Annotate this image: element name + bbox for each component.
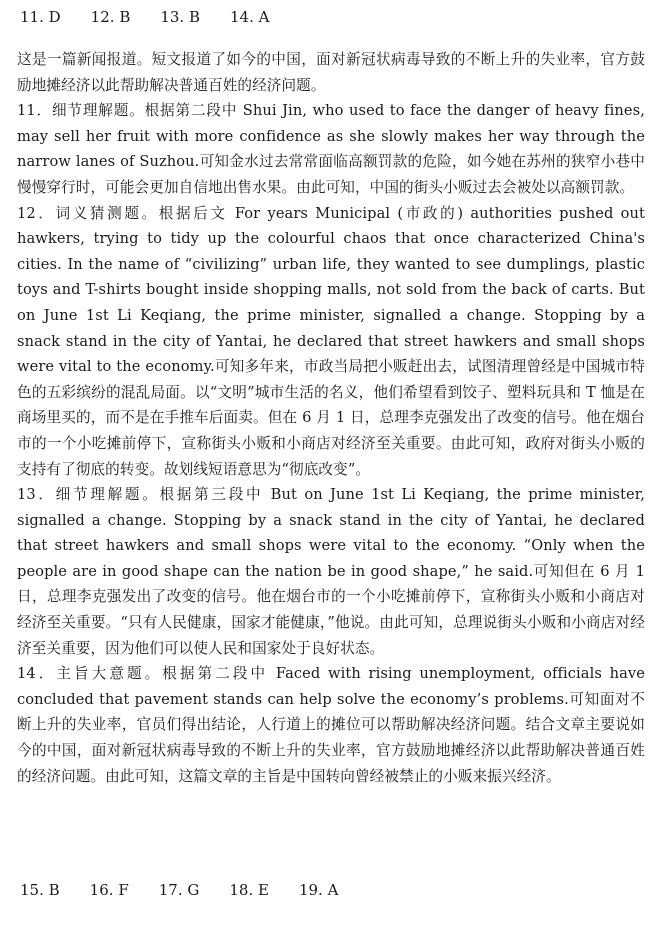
explanation-q14: 14．主旨大意题。根据第二段中 Faced with rising unemployment, officials have concluded that pavement stands can help solve the economy’s problems.可知面对不断上升的失业率，官员们得出结论，人行道上的摊位可以帮助解决经济问题。结合文章主要说如今的中国，面对新冠状病毒导致的不断上升的失业率，官方鼓励地摊经济以此帮助解决普通百姓的经济问题。由此可知，这篇文章的主旨是中国转向曾经被禁止的小贩来振兴经济。 [17,665,645,785]
answer-item: 16. F [89,881,129,899]
answer-item: 17. G [158,881,200,899]
answer-item: 13. B [160,8,201,26]
explanation-q11: 11．细节理解题。根据第二段中 Shui Jin, who used to face the danger of heavy fines, may sell her fruit with more confidence as she slowly makes her way through the narrow lanes of Suzhou.可知金水过去常常面临高额罚款的危险，如今她在苏州的狭窄小巷中慢慢穿行时，可能会更加自信地出售水果。由此可知，中国的街头小贩过去会被处以高额罚款。 [17,102,645,196]
explanation-body [17,47,645,789]
summary-paragraph: 这是一篇新闻报道。短文报道了如今的中国，面对新冠状病毒导致的不断上升的失业率，官方鼓励地摊经济以此帮助解决普通百姓的经济问题。 [17,51,645,94]
answer-item: 19. A [298,881,339,899]
explanation-q13: 13．细节理解题。根据第三段中 But on June 1st Li Keqiang, the prime minister, signalled a change. Stopping by a snack stand in the city of Yantai, he declared that street hawkers and small shops were vital to the economy. “Only when the people are in good shape can the nation be in good shape,” he said.可知但在 6 月 1 日，总理李克强发出了改变的信号。他在烟台市的一个小吃摊前停下，宣称街头小贩和小商店对经济至关重要。“只有人民健康，国家才能健康，”他说。由此可知，总理说街头小贩和小商店对经济至关重要，因为他们可以使人民和国家处于良好状态。 [17,486,645,657]
answer-item: 14. A [230,8,270,26]
answer-key-bottom [20,879,368,901]
explanation-q12: 12．词义猜测题。根据后文 For years Municipal (市政的) authorities pushed out hawkers, trying to tidy up the colourful chaos that once characterized China's cities. In the name of “civilizing” urban life, they wanted to see dumplings, plastic toys and T-shirts bought inside shopping malls, not sold from the back of carts. But on June 1st Li Keqiang, the prime minister, signalled a change. Stopping by a snack stand in the city of Yantai, he declared that street hawkers and small shops were vital to the economy.可知多年来，市政当局把小贩赶出去，试图清理曾经是中国城市特色的五彩缤纷的混乱局面。以“文明”城市生活的名义，他们希望看到饺子、塑料玩具和 T 恤是在商场里买的，而不是在手推车后面卖。但在 6 月 1 日，总理李克强发出了改变的信号。他在烟台市的一个小吃摊前停下，宣称街头小贩和小商店对经济至关重要。由此可知，政府对街头小贩的支持有了彻底的转变。故划线短语意思为“彻底改变”。 [17,204,645,478]
answer-item: 12. B [90,8,131,26]
answer-item: 18. E [229,881,269,899]
answer-key-top [20,6,300,28]
answer-item: 11. D [20,8,61,26]
answer-item: 15. B [20,881,60,899]
